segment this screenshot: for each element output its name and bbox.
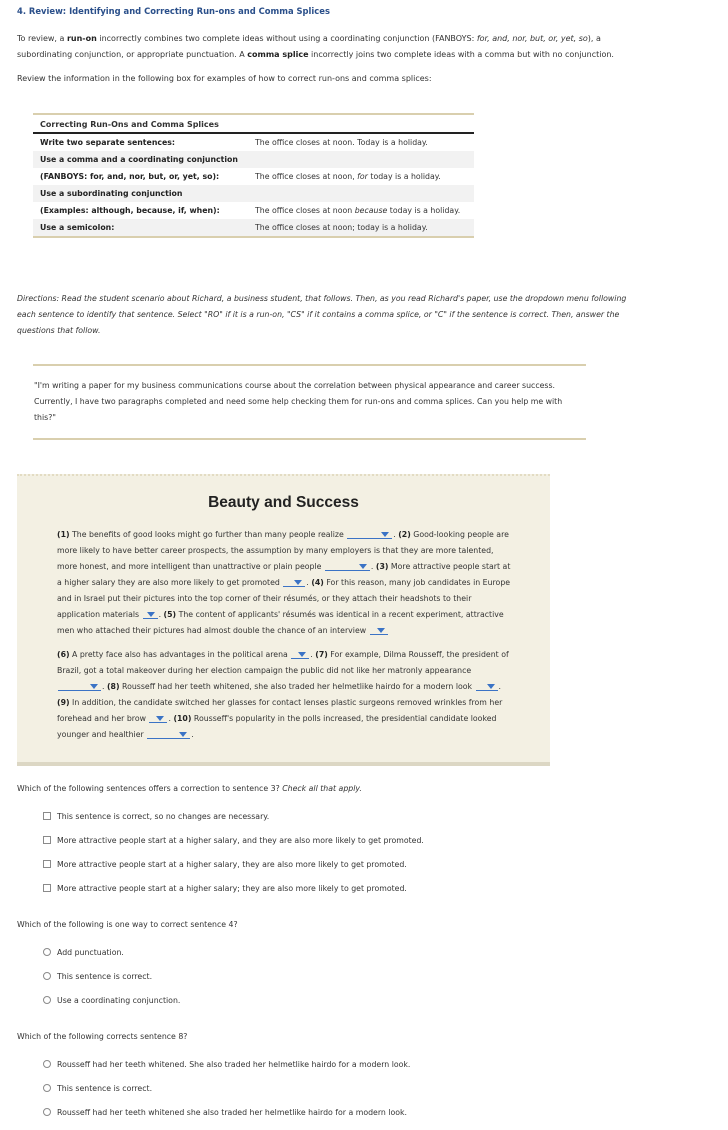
student-quote: "I'm writing a paper for my business communications course about the correlation between physical appearance and career success. Currently, I have two paragraphs completed and need some help checking them for run-ons and comma splices. Can you help me with this?": [34, 381, 563, 422]
sentence-8-dropdown[interactable]: [476, 680, 498, 691]
sentence-9-dropdown[interactable]: [149, 712, 167, 723]
sentence-1-dropdown[interactable]: [347, 528, 392, 539]
radio-button[interactable]: [43, 1108, 51, 1116]
sentence-2-dropdown[interactable]: [325, 560, 370, 571]
table-row: Use a comma and a coordinating conjunction: [33, 151, 474, 168]
sentence-4-dropdown[interactable]: [143, 608, 158, 619]
sentence-3-dropdown[interactable]: [283, 576, 305, 587]
radio-button[interactable]: [43, 1084, 51, 1092]
section-heading: 4. Review: Identifying and Correcting Run-ons and Comma Splices: [17, 6, 330, 16]
sentence-6-dropdown[interactable]: [291, 648, 309, 659]
term-run-on: run-on: [66, 34, 97, 43]
term-comma-splice: comma splice: [247, 50, 309, 59]
question-sentence-3: Which of the following sentences offers a correction to sentence 3? Check all that apply.: [17, 784, 362, 793]
q3-option-2[interactable]: This sentence is correct.: [43, 1083, 152, 1095]
q1-option-1[interactable]: This sentence is correct, so no changes are necessary.: [43, 811, 269, 823]
table-row: (FANBOYS: for, and, nor, but, or, yet, so): The office closes at noon, for today is a holiday.: [40, 172, 441, 181]
radio-button[interactable]: [43, 972, 51, 980]
radio-button[interactable]: [43, 996, 51, 1004]
q1-option-2[interactable]: More attractive people start at a higher salary, and they are also more likely to get promoted.: [43, 835, 424, 847]
q1-option-4[interactable]: More attractive people start at a higher salary; they are also more likely to get promoted.: [43, 883, 407, 895]
question-sentence-8: Which of the following corrects sentence 8?: [17, 1032, 188, 1041]
q3-option-3[interactable]: Rousseff had her teeth whitened she also traded her helmetlike hairdo for a modern look.: [43, 1107, 407, 1119]
directions-text: Directions: Read the student scenario about Richard, a business student, that follows. Then, as you read Richard's paper, use the dropdown menu following each sentence to identify that sentence. Select "RO" if it is a run-on, "CS" if it contains a comma splice, or "C" if the sentence is correct. Then, answer the questions that follow.: [17, 294, 627, 335]
checkbox[interactable]: [43, 836, 51, 844]
table-row: Use a semicolon: The office closes at noon; today is a holiday.: [33, 219, 474, 236]
essay-paragraph-2: (6) A pretty face also has advantages in the political arena . (7) For example, Dilma Rousseff, the president of Brazil, got a total makeover during her election campaign the public did not like her matronly appearance . (8) Rousseff had her teeth whitened, she also traded her helmetlike hairdo for a modern look . (9) In addition, the candidate switched her glasses for contact lenses plastic surgeons removed wrinkles from her forehead and her brow . (10) Rousseff's popularity in the polls increased, the presidential candidate looked younger and healthier .: [57, 650, 509, 739]
essay-paragraph-1: (1) The benefits of good looks might go further than many people realize . (2) Good-looking people are more likely to have better career prospects, the assumption by many employers is that they are more talented, more honest, and more intelligent than unattractive or plain people . (3) More attractive people start at a higher salary they are also more likely to get promoted . (4) For this reason, many job candidates in Europe and in Israel put their pictures into the top corner of their résumés, or they attach their headshots to their application materials . (5) The content of applicants' résumés was identical in a recent experiment, attractive men who attached their pictures had almost double the chance of an interview: [57, 530, 511, 635]
essay-panel: [17, 474, 550, 766]
q3-option-1[interactable]: Rousseff had her teeth whitened. She also traded her helmetlike hairdo for a modern look.: [43, 1059, 410, 1071]
correction-table: [33, 113, 474, 238]
q1-option-3[interactable]: More attractive people start at a higher salary, they are also more likely to get promoted.: [43, 859, 407, 871]
q2-option-2[interactable]: This sentence is correct.: [43, 971, 152, 983]
radio-button[interactable]: [43, 1060, 51, 1068]
intro-paragraph: To review, a run-on incorrectly combines two complete ideas without using a coordinating conjunction (FANBOYS: for, and, nor, but, or, yet, so), a subordinating conjunction, or appropriate punctuation. A comma splice incorrectly joins two complete ideas with a comma but with no conjunction.: [17, 34, 614, 59]
checkbox[interactable]: [43, 812, 51, 820]
radio-button[interactable]: [43, 948, 51, 956]
intro-instruction: Review the information in the following box for examples of how to correct run-ons and comma splices:: [17, 74, 432, 83]
q2-option-1[interactable]: Add punctuation.: [43, 947, 124, 959]
sentence-7-dropdown[interactable]: [58, 680, 101, 691]
essay-title: Beauty and Success: [208, 494, 359, 511]
table-row: Use a subordinating conjunction: [33, 185, 474, 202]
sentence-5-dropdown[interactable]: [370, 624, 388, 635]
checkbox[interactable]: [43, 884, 51, 892]
student-quote-box: [33, 364, 586, 440]
table-title: Correcting Run-Ons and Comma Splices: [33, 116, 474, 134]
checkbox[interactable]: [43, 860, 51, 868]
table-row: (Examples: although, because, if, when): The office closes at noon because today is a holiday.: [40, 206, 461, 215]
question-sentence-4: Which of the following is one way to correct sentence 4?: [17, 920, 238, 929]
sentence-10-dropdown[interactable]: [147, 728, 190, 739]
q2-option-3[interactable]: Use a coordinating conjunction.: [43, 995, 180, 1007]
table-row: Write two separate sentences: The office closes at noon. Today is a holiday.: [40, 138, 428, 147]
